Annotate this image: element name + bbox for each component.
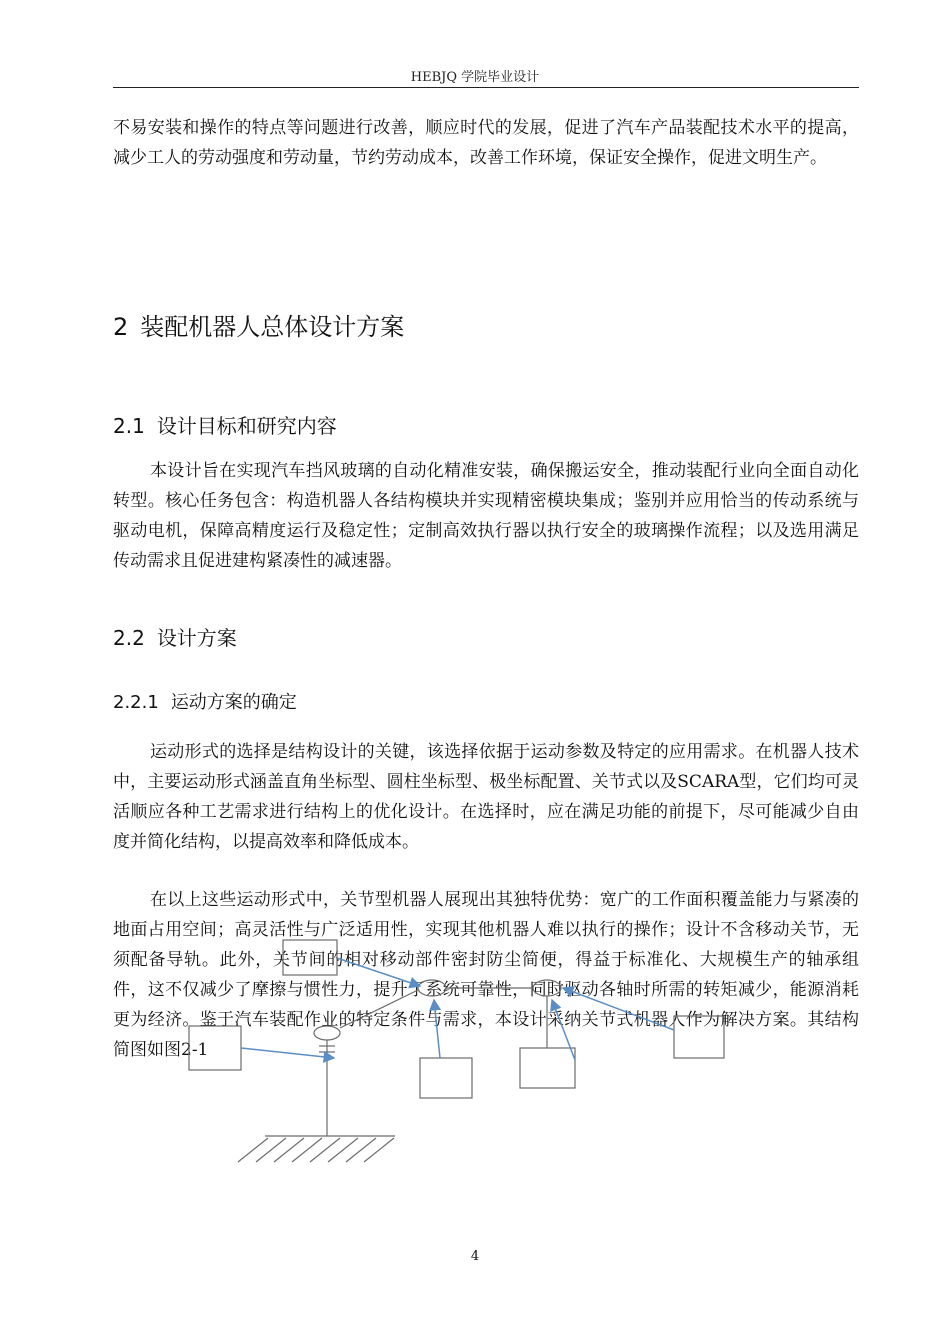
ground-hatch [364, 1138, 394, 1162]
section-2-2-1-body-1: 运动形式的选择是结构设计的关键，该选择依据于运动参数及特定的应用需求。在机器人技术中，主要运动形式涵盖直角坐标型、圆柱坐标型、极坐标配置、关节式以及SCARA型，它们均可灵活顺应各种工艺需求进行结构上的优化设计。在选择时，应在满足功能的前提下，尽可能减少自由度并简化结构，以提高效率和降低成本。 [113, 742, 859, 852]
section-title: 设计方案 [156, 626, 237, 650]
page-number: 4 [470, 1249, 480, 1264]
section-2-2-1-body-2: 在以上这些运动形式中，关节型机器人展现出其独特优势：宽广的工作面积覆盖能力与紧凑的地面占用空间；高灵活性与广泛适用性，实现其他机器人难以执行的操作；设计不含移动关节，无须配备导轨。此外，关节间的相对移动部件密封防尘简便，得益于标准化、大规模生产的轴承组件，这不仅减少了摩擦与惯性力，提升了系统可靠性，同时驱动各轴时所需的转矩减少，能源消耗更为经济。鉴于汽车装配作业的特定条件与需求，本设计采纳关节式机器人作为解决方案。其结构简图如图2-1 [113, 890, 859, 1060]
section-2-1-body: 本设计旨在实现汽车挡风玻璃的自动化精准安装，确保搬运安全，推动装配行业向全面自动化转型。核心任务包含：构造机器人各结构模块并实现精密模块集成；鉴别并应用恰当的传动系统与驱动电机，保障高精度运行及稳定性；定制高效执行器以执行安全的玻璃操作流程；以及选用满足传动需求且促进建构紧凑性的减速器。 [113, 461, 859, 571]
ground-hatch [256, 1138, 286, 1162]
section-number: 2.2 [113, 626, 145, 650]
ground-hatch [346, 1138, 376, 1162]
section-title: 装配机器人总体设计方案 [140, 313, 405, 341]
section-2-2-1-heading [113, 688, 297, 714]
section-number: 2.2.1 [113, 692, 159, 713]
section-2-2-heading [113, 622, 237, 651]
section-number: 2.1 [113, 414, 145, 438]
ground-hatch [238, 1138, 268, 1162]
section-title: 运动方案的确定 [170, 692, 297, 713]
section-number: 2 [113, 313, 129, 341]
header-text: HEBJQ 学院毕业设计 [410, 70, 540, 85]
ground-hatch [310, 1138, 340, 1162]
ground-hatch [328, 1138, 358, 1162]
section-2-heading [113, 307, 404, 342]
intro-paragraph: 不易安装和操作的特点等问题进行改善，顺应时代的发展，促进了汽车产品装配技术水平的提高，减少工人的劳动强度和劳动量，节约劳动成本，改善工作环境，保证安全操作，促进文明生产。 [113, 118, 859, 168]
header-rule [113, 87, 859, 88]
ground-hatch [274, 1138, 304, 1162]
section-title: 设计目标和研究内容 [156, 414, 337, 438]
ground-hatch [292, 1138, 322, 1162]
section-2-1-heading [113, 410, 337, 439]
